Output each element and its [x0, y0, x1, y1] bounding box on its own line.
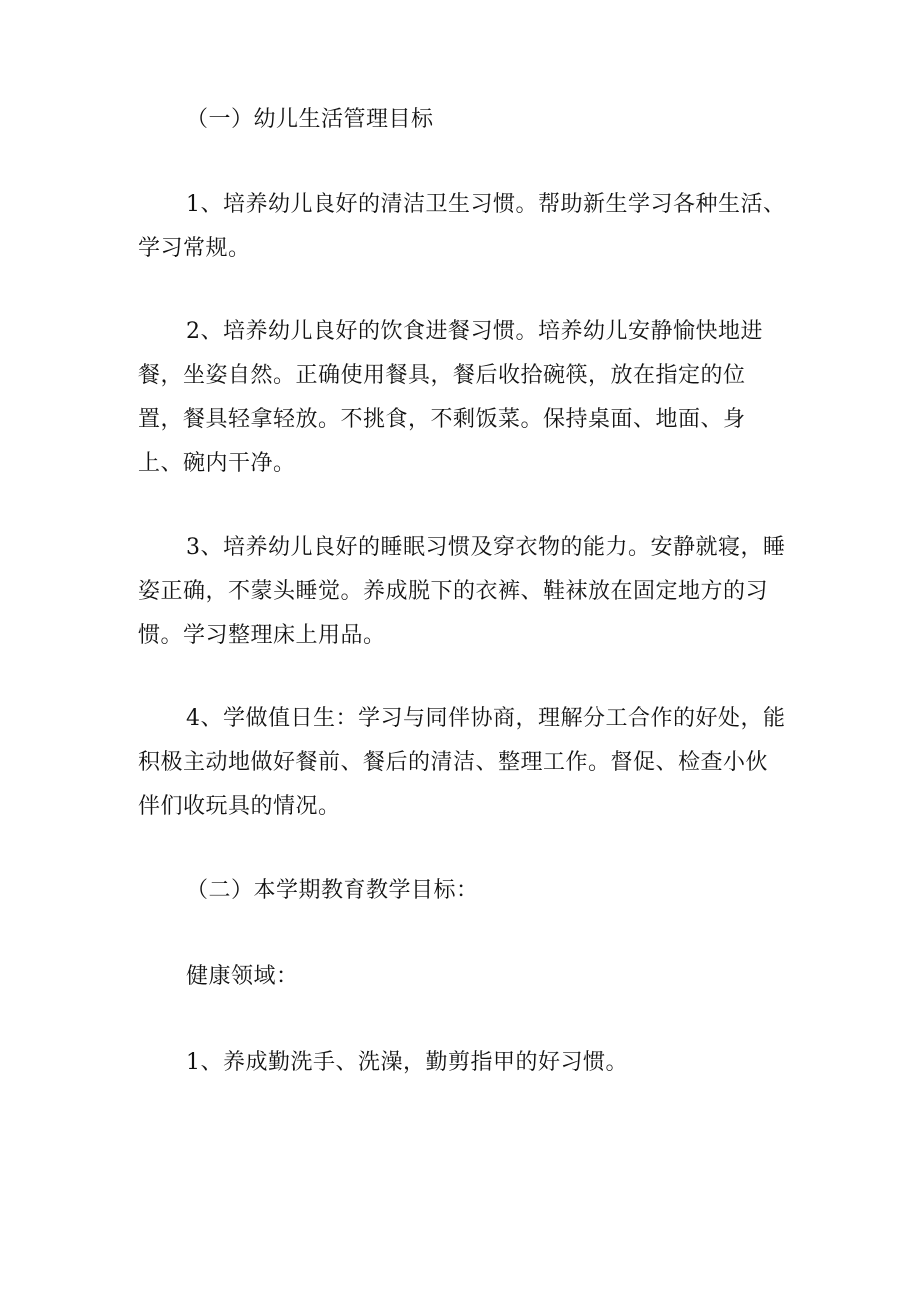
paragraph-item-4: 4、学做值日生：学习与同伴协商，理解分工合作的好处，能积极主动地做好餐前、餐后的清洁、整理工作。督促、检查小伙伴们收玩具的情况。 — [138, 706, 786, 819]
section-heading-life-management: （一）幼儿生活管理目标 — [186, 107, 434, 132]
paragraph-item-1: 1、培养幼儿良好的清洁卫生习惯。帮助新生学习各种生活、学习常规。 — [138, 192, 786, 261]
paragraph-item-2: 2、培养幼儿良好的饮食进餐习惯。培养幼儿安静愉快地进餐，坐姿自然。正确使用餐具，餐后收拾碗筷，放在指定的位置，餐具轻拿轻放。不挑食，不剩饭菜。保持桌面、地面、身上、碗内干净。 — [138, 319, 763, 476]
paragraph-item-3: 3、培养幼儿良好的睡眠习惯及穿衣物的能力。安静就寝，睡姿正确，不蒙头睡觉。养成脱下的衣裤、鞋袜放在固定地方的习惯。学习整理床上用品。 — [138, 535, 786, 648]
section-heading-teaching-goals: （二）本学期教育教学目标： — [186, 878, 479, 903]
subheading-health-domain: 健康领域： — [186, 964, 299, 989]
paragraph-health-item-1: 1、养成勤洗手、洗澡，勤剪指甲的好习惯。 — [186, 1050, 628, 1075]
